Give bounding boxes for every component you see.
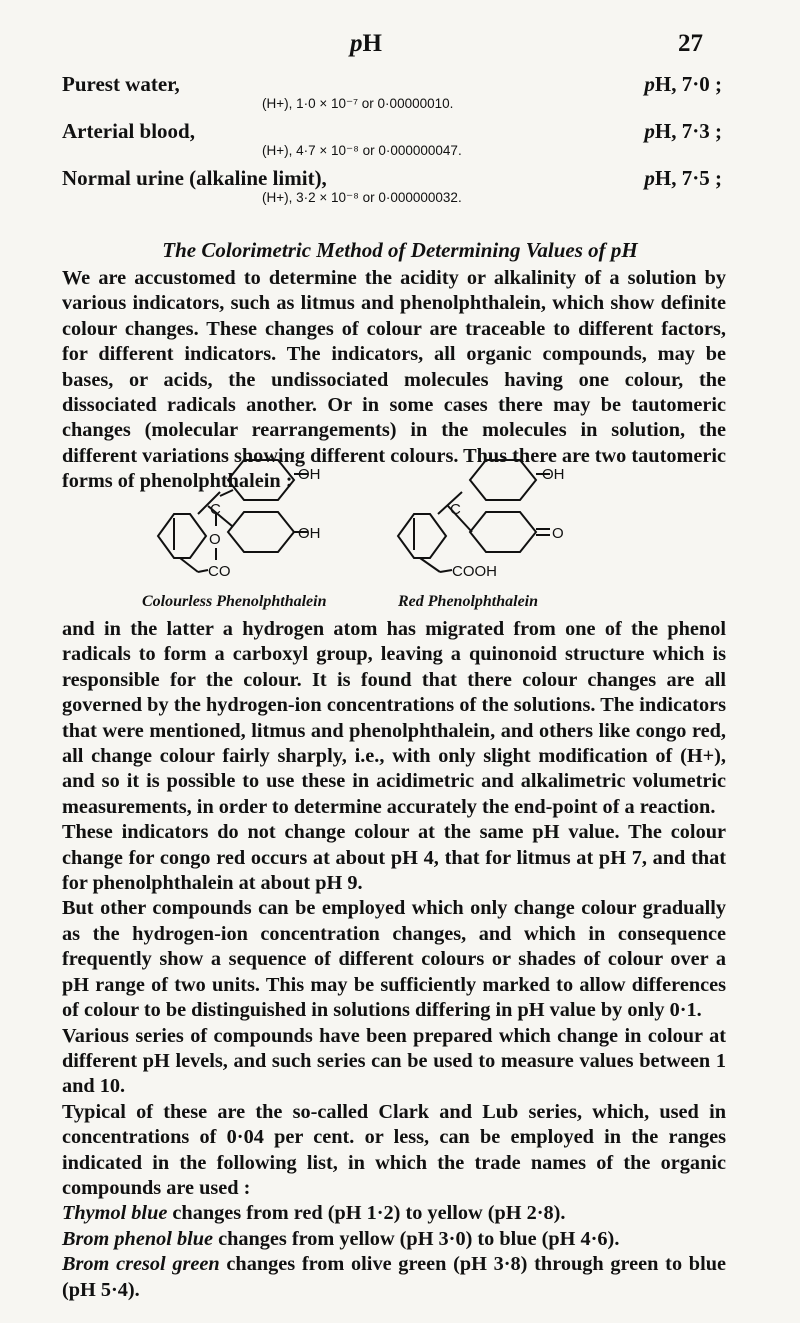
cooh-label: COOH	[452, 563, 497, 580]
paragraph-text: But other compounds can be employed which only change colour gradually as the hydrogen-ion concentration changes, and which in consequence frequently show a sequence of different colours or shades of colour over a pH range of two units. This may be sufficiently marked to allow differences of colour to be distinguished in solutions differing in pH value by only 0·1.	[62, 897, 726, 1022]
value-label: Arterial blood,	[62, 119, 195, 143]
indicator-name: Thymol blue	[62, 1202, 168, 1225]
structural-formulas	[140, 452, 680, 592]
quinonoid-ring	[470, 512, 536, 552]
benzene-ring	[398, 514, 446, 558]
ph-value: pH, 7·0 ;	[644, 72, 722, 96]
paragraph-text: and in the latter a hydrogen atom has migrated from one of the phenol radicals to form a carboxyl group, leaving a quinonoid structure which is responsible for the colour. It is found that there colour changes are all governed by the hydrogen-ion concentrations of the solutions. The indicators that were mentioned, litmus and phenolphthalein, and others like congo red, all change colour fairly sharply, i.e., with only slight modification of (H+), and so it is possible to use these in acidimetric and alkalimetric volumetric measurements, in order to determine accurately the end-point of a reaction.	[62, 618, 726, 818]
phenol-ring	[228, 512, 294, 552]
oxygen-label: O	[209, 531, 221, 548]
phenol-ring	[228, 460, 294, 500]
ph-values-list	[62, 72, 722, 213]
indicator-name: Brom phenol blue	[62, 1227, 214, 1250]
carbon-label: C	[450, 501, 461, 518]
indicator-item: Brom phenol blue changes from yellow (pH 3·0) to blue (pH 4·6).	[62, 1227, 620, 1250]
paragraph-text: Typical of these are the so-called Clark and Lub series, which, used in concentrations of 0·04 per cent. or less, can be employed in the ranges indicated in the following list, in which the trade names of the organic compounds are used :	[62, 1100, 726, 1199]
value-detail: (H+), 3·2 × 10⁻⁸ or 0·000000032.	[262, 190, 462, 205]
value-detail: (H+), 1·0 × 10⁻⁷ or 0·00000010.	[262, 96, 454, 111]
ph-value: pH, 7·3 ;	[644, 119, 722, 143]
value-row	[62, 119, 722, 141]
oh-label: OH	[542, 466, 565, 483]
paragraph-text: We are accustomed to determine the acidity or alkalinity of a solution by various indicators, such as litmus and phenolphthalein, which show definite colour changes. These changes of colour are traceable to different factors, for different indicators. The indicators, all organic compounds, may be bases, or acids, the undissociated molecules having one colour, the dissociated radicals another. Or in some cases there may be tautomeric changes (molecular rearrangements) in the molecules in solution, the different variations showing different colours. Thus there are two tautomeric forms of phenolphthalein :	[62, 267, 726, 493]
value-row	[62, 166, 722, 188]
page-number: 27	[678, 30, 703, 57]
paragraph-text: These indicators do not change colour at the same pH value. The colour change for congo red occurs at about pH 4, that for litmus at pH 7, and that for phenolphthalein at about pH 9.	[62, 821, 726, 895]
section-heading: The Colorimetric Method of Determining Values of pH	[162, 238, 638, 262]
left-caption: Colourless Phenolphthalein	[142, 593, 327, 610]
running-title: pH	[350, 30, 382, 57]
co-label: CO	[208, 563, 231, 580]
main-text	[62, 617, 726, 1303]
value-row	[62, 72, 722, 94]
value-label: Purest water,	[62, 72, 180, 96]
right-caption: Red Phenolphthalein	[398, 593, 539, 610]
page-header	[0, 30, 800, 70]
indicator-name: Brom cresol green	[62, 1253, 220, 1276]
oh-label: OH	[298, 525, 321, 542]
carbon-label: C	[210, 501, 221, 518]
value-detail: (H+), 4·7 × 10⁻⁸ or 0·000000047.	[262, 143, 462, 158]
oh-label: OH	[298, 466, 321, 483]
quinone-oxygen-label: O	[552, 525, 564, 542]
paragraph-text: Various series of compounds have been prepared which change in colour at different pH levels, and such series can be used to measure values between 1 and 10.	[62, 1024, 726, 1098]
benzene-ring	[158, 514, 206, 558]
indicator-item: Thymol blue changes from red (pH 1·2) to yellow (pH 2·8).	[62, 1202, 566, 1225]
indicator-item: Brom cresol green changes from olive green (pH 3·8) through green to blue (pH 5·4).	[62, 1253, 727, 1301]
value-label: Normal urine (alkaline limit),	[62, 166, 327, 190]
ph-value: pH, 7·5 ;	[644, 166, 722, 190]
phenol-ring	[470, 460, 536, 500]
phenolphthalein-figure	[140, 452, 680, 614]
